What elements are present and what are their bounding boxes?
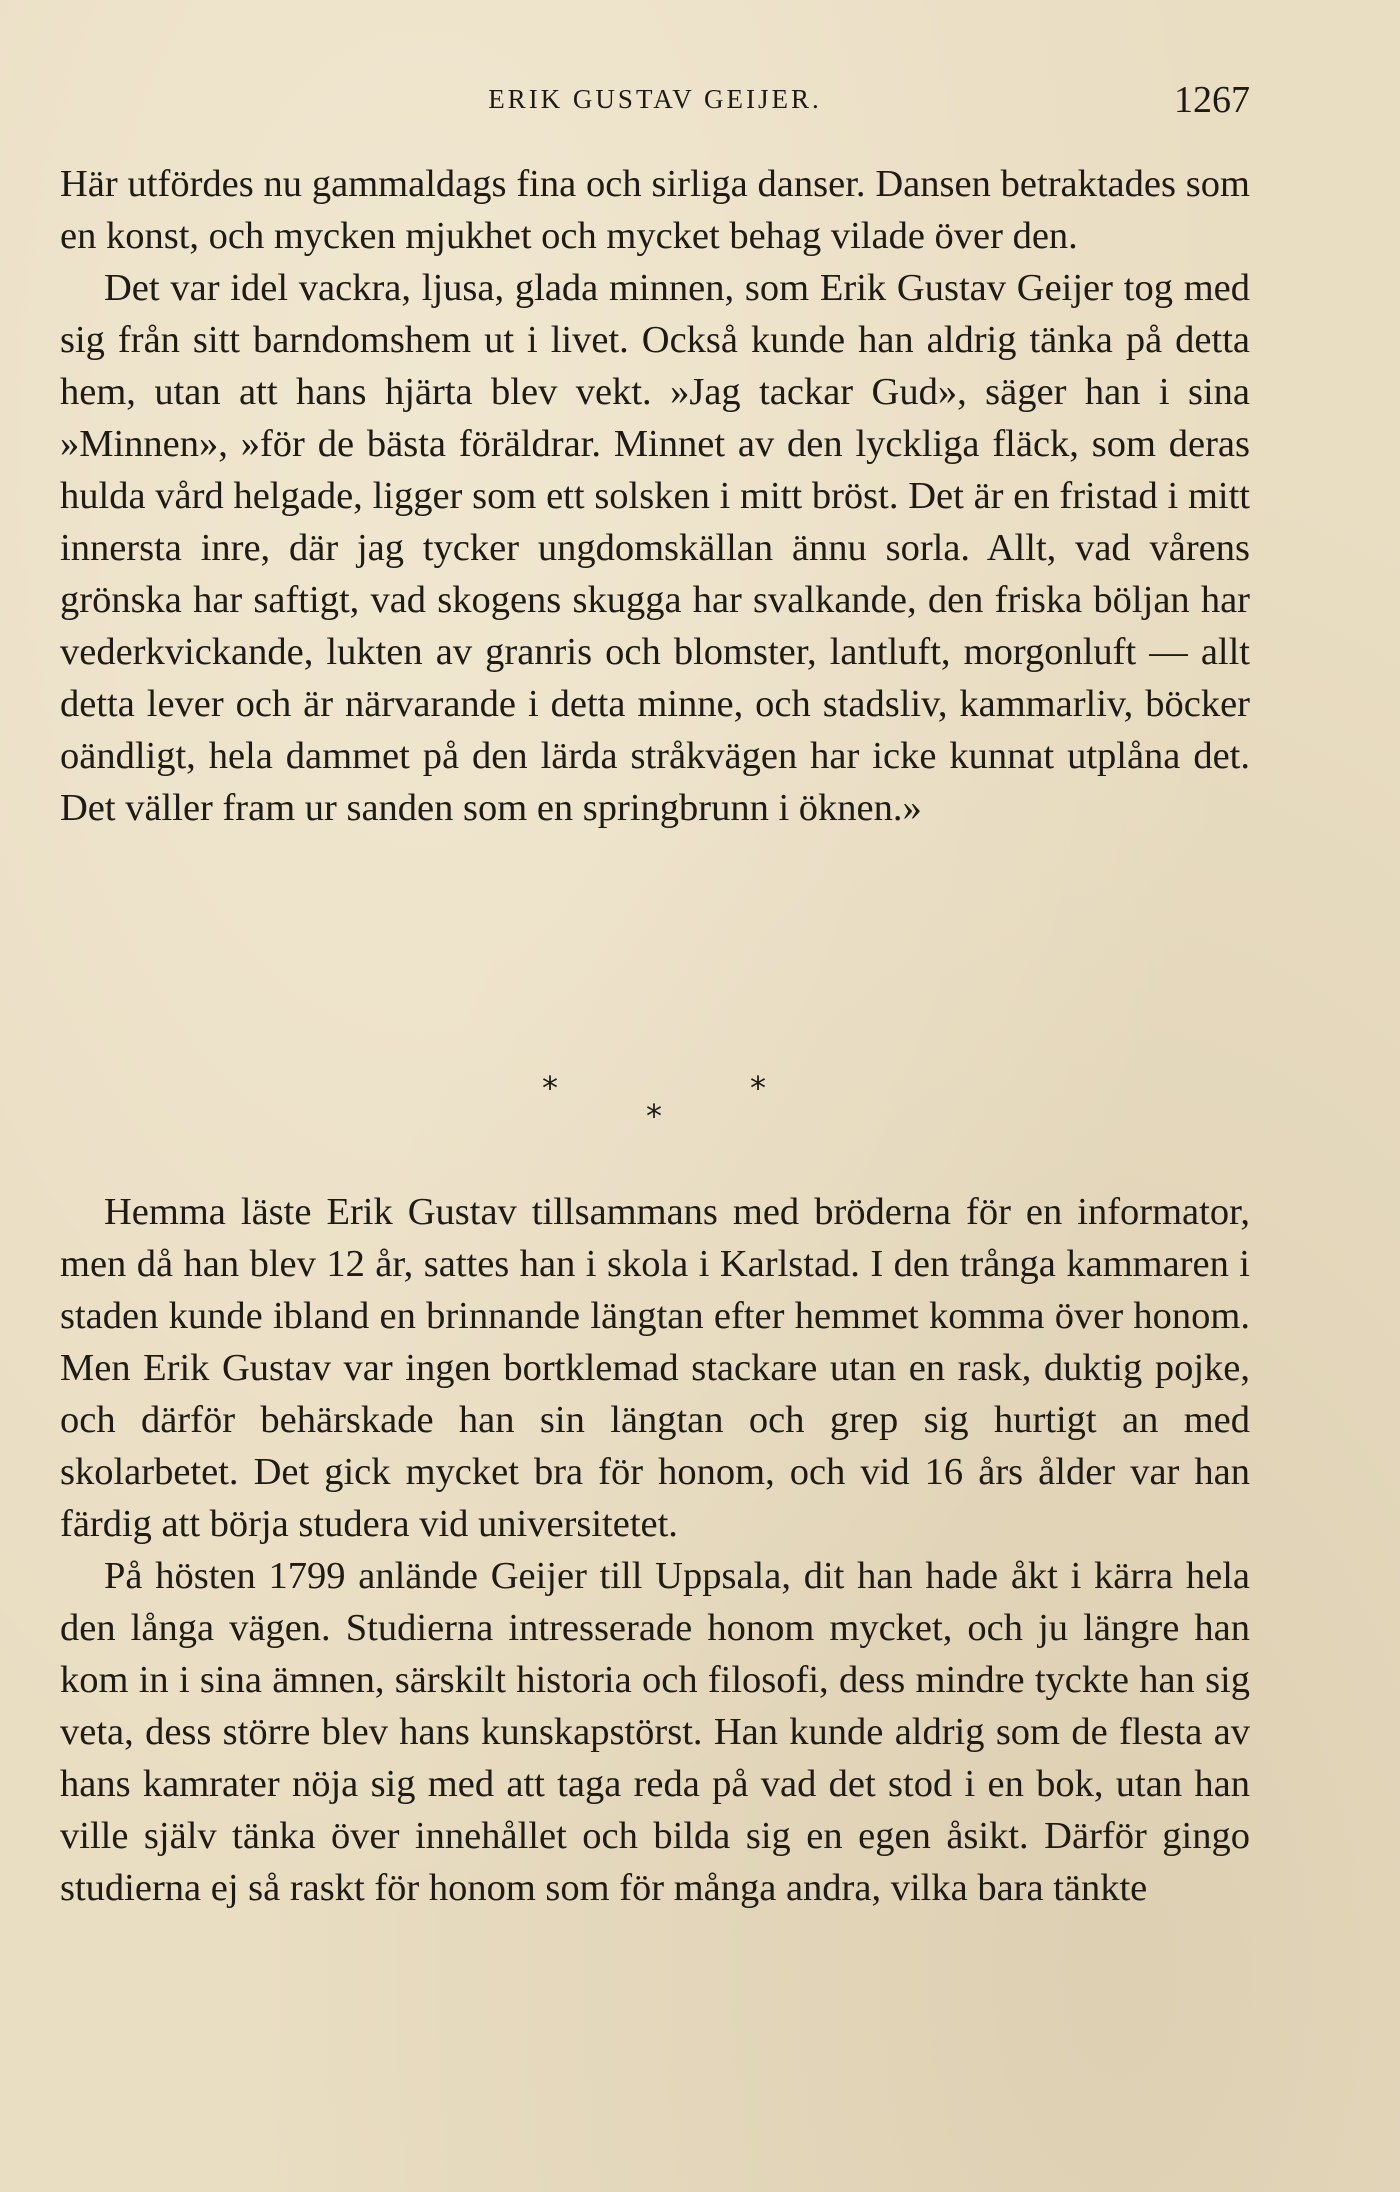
running-title: ERIK GUSTAV GEIJER.	[488, 84, 822, 114]
asterisk-ornament: *	[646, 1097, 662, 1135]
text-block-after-break	[60, 1186, 1250, 1914]
paragraph: Här utfördes nu gammaldags fina och sirliga danser. Dansen betraktades som en konst, och mycken mjukhet och mycket behag vilade över den.	[60, 163, 1250, 257]
running-head	[60, 78, 1250, 128]
asterisk-ornament: *	[542, 1069, 558, 1107]
paragraph: På hösten 1799 anlände Geijer till Uppsala, dit han hade åkt i kärra hela den långa vägen. Studierna intresserade honom mycket, och ju längre han kom in i sina ämnen, särskilt historia och filosofi, dess mindre tyckte han sig veta, dess större blev hans kunskapstörst. Han kunde aldrig som de flesta av hans kamrater nöja sig med att taga reda på vad det stod i en bok, utan han ville själv tänka över innehållet och bilda sig en egen åsikt. Därför gingo studierna ej så raskt för honom som för många andra, vilka bara tänkte	[60, 1555, 1250, 1909]
page-number: 1267	[1174, 79, 1250, 121]
text-block-before-break	[60, 158, 1250, 834]
paragraph: Det var idel vackra, ljusa, glada minnen, som Erik Gustav Geijer tog med sig från sitt barndomshem ut i livet. Också kunde han aldrig tänka på detta hem, utan att hans hjärta blev vekt. »Jag tackar Gud», säger han i sina »Minnen», »för de bästa föräldrar. Minnet av den lyckliga fläck, som deras hulda vård helgade, ligger som ett solsken i mitt bröst. Det är en fristad i mitt innersta inre, där jag tycker ungdomskällan ännu sorla. Allt, vad vårens grönska har saftigt, vad skogens skugga har svalkande, den friska böljan har vederkvickande, lukten av granris och blomster, lantluft, morgonluft — allt detta lever och är närvarande i detta minne, och stadsliv, kammarliv, böcker oändligt, hela dammet på den lärda stråkvägen har icke kunnat utplåna det. Det väller fram ur sanden som en springbrunn i öknen.»	[60, 267, 1250, 829]
asterisk-ornament: *	[750, 1069, 766, 1107]
section-break	[60, 1069, 1250, 1152]
paragraph: Hemma läste Erik Gustav tillsammans med bröderna för en informator, men då han blev 12 år, sattes han i skola i Karlstad. I den trånga kammaren i staden kunde ibland en brinnande längtan efter hemmet komma över honom. Men Erik Gustav var ingen bortklemad stackare utan en rask, duktig pojke, och därför behärskade han sin längtan och grep sig hurtigt an med skolarbetet. Det gick mycket bra för honom, och vid 16 års ålder var han färdig att börja studera vid universitetet.	[60, 1191, 1250, 1545]
